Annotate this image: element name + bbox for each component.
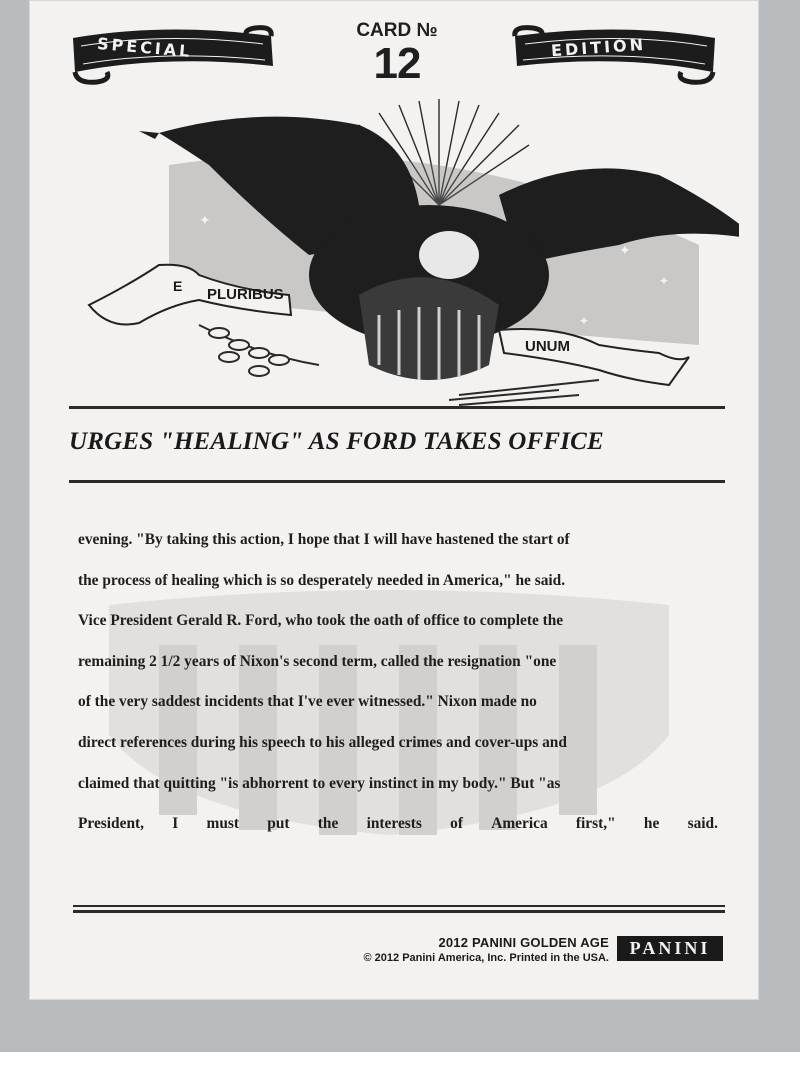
story-line: remaining 2 1/2 years of Nixon's second term, called the resignation "one <box>78 652 557 670</box>
story-line: the process of healing which is so desperately needed in America," he said. <box>78 571 566 589</box>
edition-banner <box>511 24 721 88</box>
headline: URGES "HEALING" AS FORD TAKES OFFICE <box>69 428 604 455</box>
set-name: 2012 PANINI GOLDEN AGE <box>438 935 609 950</box>
motto-right: UNUM <box>525 338 570 355</box>
story-body <box>78 520 718 845</box>
word: must <box>206 815 240 833</box>
word: he <box>643 815 660 833</box>
word: said. <box>687 815 718 833</box>
headline-bottom-rule <box>69 480 725 483</box>
edition-word: EDITION <box>550 34 647 61</box>
trading-card-back <box>29 0 759 1000</box>
word: America <box>491 815 548 833</box>
arrows <box>449 380 599 405</box>
scan-margin <box>0 1052 800 1087</box>
headline-top-rule <box>69 406 725 409</box>
svg-text:✦: ✦ <box>619 244 631 259</box>
card-number: 12 <box>373 39 421 88</box>
word: put <box>267 815 290 833</box>
story-line: evening. "By taking this action, I hope that I will have hastened the start of <box>78 531 570 548</box>
olive-branch <box>199 325 319 376</box>
story-line: direct references during his speech to his alleged crimes and cover-ups and <box>78 733 567 751</box>
word: I <box>172 815 179 833</box>
motto-e: E <box>173 278 183 294</box>
footer-credits <box>364 935 610 964</box>
word: President, <box>78 815 144 833</box>
card-number-block <box>347 20 447 86</box>
footer-rule-top <box>73 905 725 907</box>
svg-text:✦: ✦ <box>199 214 211 229</box>
panini-logo: PANINI <box>617 936 723 961</box>
motto-left: PLURIBUS <box>207 286 284 303</box>
copyright: © 2012 Panini America, Inc. Printed in the USA. <box>363 952 609 964</box>
word: first," <box>575 815 616 833</box>
card-number-label: CARD № <box>356 20 438 41</box>
svg-text:✦: ✦ <box>659 274 670 288</box>
story-line: claimed that quitting "is abhorrent to every instinct in my body." But "as <box>78 774 561 792</box>
special-word: SPECIAL <box>96 33 194 62</box>
word: the <box>317 815 339 833</box>
story-line: of the very saddest incidents that I've ever witnessed." Nixon made no <box>78 693 537 711</box>
story-line: Vice President Gerald R. Ford, who took the oath of office to complete the <box>78 612 564 630</box>
footer-rule-bottom <box>73 910 725 913</box>
special-banner <box>67 24 277 88</box>
svg-text:✦: ✦ <box>579 314 590 328</box>
word: of <box>450 815 463 833</box>
eagle-emblem-illustration <box>59 95 739 415</box>
story-last-line <box>78 804 718 845</box>
word: interests <box>366 815 422 833</box>
